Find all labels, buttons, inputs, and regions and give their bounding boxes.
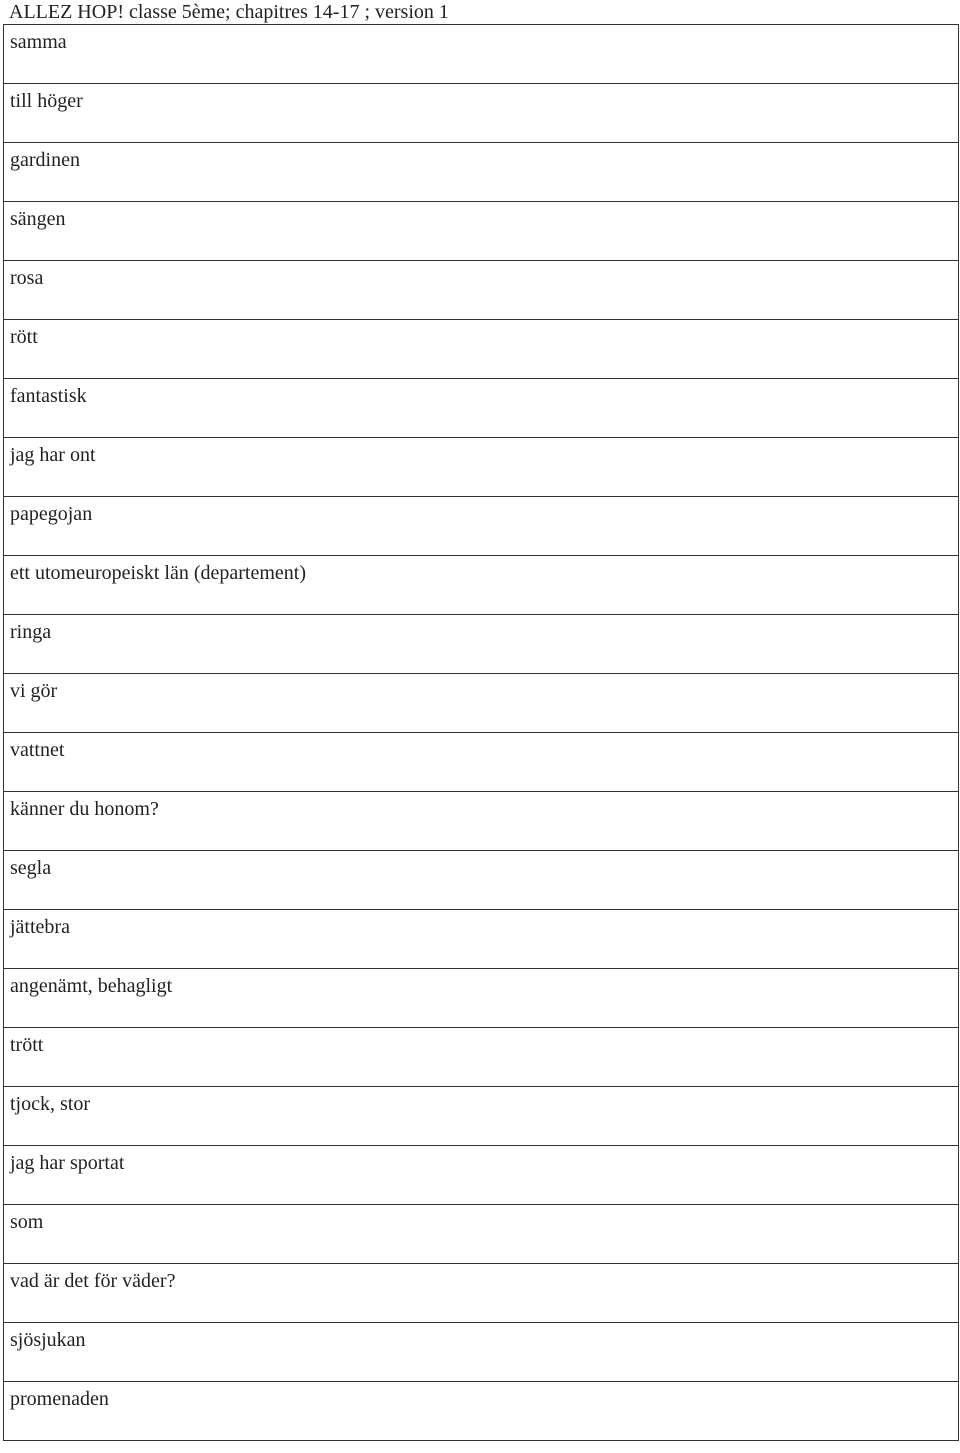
vocab-word: som <box>4 1205 959 1264</box>
table-row <box>4 792 959 851</box>
table-row <box>4 202 959 261</box>
vocab-word: rosa <box>4 261 959 320</box>
table-row <box>4 320 959 379</box>
table-row <box>4 84 959 143</box>
vocabulary-table <box>3 24 959 1441</box>
vocab-word: vi gör <box>4 674 959 733</box>
table-row <box>4 1146 959 1205</box>
vocab-word: trött <box>4 1028 959 1087</box>
table-row <box>4 1087 959 1146</box>
table-row <box>4 615 959 674</box>
table-row <box>4 379 959 438</box>
table-row <box>4 674 959 733</box>
table-row <box>4 497 959 556</box>
vocab-word: jättebra <box>4 910 959 969</box>
table-row <box>4 910 959 969</box>
vocab-word: sjösjukan <box>4 1323 959 1382</box>
vocab-word: rött <box>4 320 959 379</box>
vocab-word: samma <box>4 25 959 84</box>
vocab-word: tjock, stor <box>4 1087 959 1146</box>
vocab-word: ett utomeuropeiskt län (departement) <box>4 556 959 615</box>
table-row <box>4 1028 959 1087</box>
table-row <box>4 851 959 910</box>
vocab-word: till höger <box>4 84 959 143</box>
vocab-word: jag har ont <box>4 438 959 497</box>
vocab-word: fantastisk <box>4 379 959 438</box>
table-row <box>4 1264 959 1323</box>
vocab-word: ringa <box>4 615 959 674</box>
table-row <box>4 1205 959 1264</box>
vocab-word: vad är det för väder? <box>4 1264 959 1323</box>
table-row <box>4 261 959 320</box>
vocab-word: angenämt, behagligt <box>4 969 959 1028</box>
vocab-word: promenaden <box>4 1382 959 1441</box>
table-row <box>4 733 959 792</box>
table-row <box>4 438 959 497</box>
vocab-word: segla <box>4 851 959 910</box>
table-row <box>4 969 959 1028</box>
page-title: ALLEZ HOP! classe 5ème; chapitres 14-17 ; version 1 <box>9 1 449 23</box>
table-row <box>4 25 959 84</box>
table-row <box>4 556 959 615</box>
vocab-word: vattnet <box>4 733 959 792</box>
vocab-word: känner du honom? <box>4 792 959 851</box>
vocab-word: jag har sportat <box>4 1146 959 1205</box>
table-row <box>4 1323 959 1382</box>
table-row <box>4 143 959 202</box>
vocab-word: papegojan <box>4 497 959 556</box>
vocab-word: sängen <box>4 202 959 261</box>
table-row <box>4 1382 959 1441</box>
vocab-word: gardinen <box>4 143 959 202</box>
